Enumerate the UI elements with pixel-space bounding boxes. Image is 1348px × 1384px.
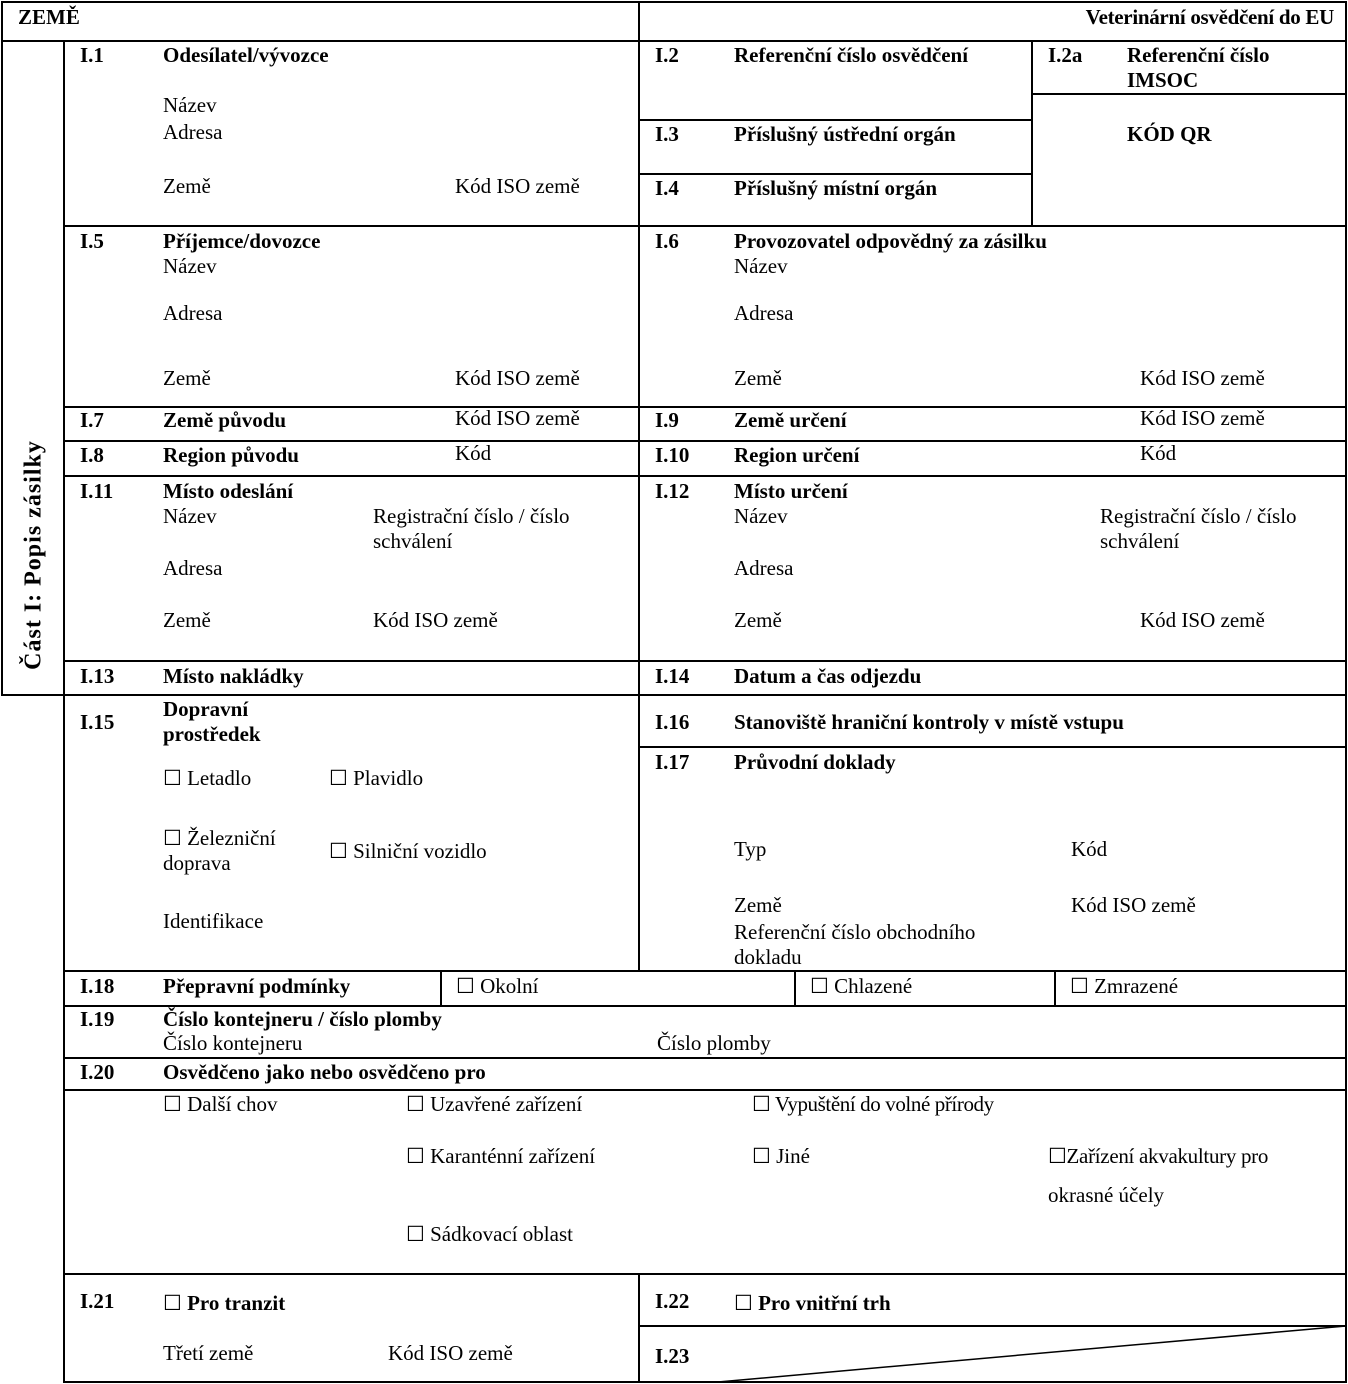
i1-title: Odesílatel/vývozce (163, 43, 329, 67)
i12-country-label: Země (734, 608, 782, 632)
i16-number: I.16 (655, 710, 690, 734)
i6-iso-label: Kód ISO země (1140, 366, 1265, 390)
part-label: Část I: Popis zásilky (20, 440, 47, 670)
i12-name-label: Název (734, 504, 788, 528)
i16-title: Stanoviště hraniční kontroly v místě vstupu (734, 710, 1124, 734)
i14-title: Datum a čas odjezdu (734, 664, 922, 688)
i15-title-line1: Dopravní (163, 697, 249, 721)
i3-number: I.3 (655, 122, 679, 146)
chilled-option[interactable] (810, 974, 912, 999)
vessel-label: Plavidlo (353, 766, 424, 790)
checkbox-icon[interactable]: ☐ (752, 1144, 771, 1168)
third-country-label: Třetí země (163, 1341, 254, 1365)
certificate-title: Veterinární osvědčení do EU (1085, 5, 1334, 29)
i5-name-label: Název (163, 254, 217, 278)
checkbox-icon[interactable]: ☐ (163, 1291, 182, 1315)
checkbox-icon[interactable]: ☐ (329, 839, 348, 863)
vessel-option[interactable] (329, 766, 423, 791)
railway-label-line1: Železniční (187, 826, 276, 850)
i3-title: Příslušný ústřední orgán (734, 122, 956, 146)
i2a-title-line1: Referenční číslo (1127, 43, 1270, 67)
i10-code-label: Kód (1140, 441, 1177, 465)
i17-country-label: Země (734, 893, 782, 917)
i11-name-label: Název (163, 504, 217, 528)
i2-number: I.2 (655, 43, 679, 67)
i12-number: I.12 (655, 479, 690, 503)
relaying-area-label: Sádkovací oblast (430, 1222, 573, 1246)
i12-registration-label: Registrační číslo / číslo (1100, 504, 1297, 528)
quarantine-label: Karanténní zařízení (430, 1144, 596, 1168)
i18-number: I.18 (80, 974, 115, 998)
i22-number: I.22 (655, 1289, 690, 1313)
container-number-label: Číslo kontejneru (163, 1031, 303, 1055)
i1-iso-label: Kód ISO země (455, 174, 580, 198)
chilled-label: Chlazené (834, 974, 913, 998)
i11-number: I.11 (80, 479, 114, 503)
release-option[interactable] (752, 1092, 994, 1117)
ornamental-aquaculture-option[interactable] (1048, 1144, 1268, 1169)
i11-country-label: Země (163, 608, 211, 632)
checkbox-icon[interactable]: ☐ (163, 1092, 182, 1116)
checkbox-icon[interactable]: ☐ (1048, 1144, 1067, 1168)
i17-title: Průvodní doklady (734, 750, 896, 774)
i2a-number: I.2a (1048, 43, 1083, 67)
i6-name-label: Název (734, 254, 788, 278)
i11-title: Místo odeslání (163, 479, 294, 503)
seal-number-label: Číslo plomby (657, 1031, 771, 1055)
i5-iso-label: Kód ISO země (455, 366, 580, 390)
transit-label: Pro tranzit (187, 1291, 286, 1315)
i19-number: I.19 (80, 1007, 115, 1031)
i23-number: I.23 (655, 1344, 690, 1368)
i11-address-label: Adresa (163, 556, 223, 580)
i17-commercial-ref-line1: Referenční číslo obchodního (734, 920, 976, 944)
i17-type-label: Typ (734, 837, 767, 861)
i21-iso-label: Kód ISO země (388, 1341, 513, 1365)
i17-commercial-ref-line2: dokladu (734, 945, 802, 969)
i7-title: Země původu (163, 408, 287, 432)
i17-code-label: Kód (1071, 837, 1108, 861)
checkbox-icon[interactable]: ☐ (406, 1222, 425, 1246)
i5-number: I.5 (80, 229, 104, 253)
i17-number: I.17 (655, 750, 690, 774)
i18-title: Přepravní podmínky (163, 974, 351, 998)
i20-number: I.20 (80, 1060, 115, 1084)
i8-title: Region původu (163, 443, 299, 467)
i6-address-label: Adresa (734, 301, 794, 325)
other-option[interactable] (752, 1144, 810, 1169)
confined-establishment-option[interactable] (406, 1092, 582, 1117)
i17-iso-label: Kód ISO země (1071, 893, 1196, 917)
checkbox-icon[interactable]: ☐ (329, 766, 348, 790)
i4-title: Příslušný místní orgán (734, 176, 938, 200)
i11-iso-label: Kód ISO země (373, 608, 498, 632)
i9-number: I.9 (655, 408, 679, 432)
i5-country-label: Země (163, 366, 211, 390)
i20-title: Osvědčeno jako nebo osvědčeno pro (163, 1060, 486, 1084)
i6-title: Provozovatel odpovědný za zásilku (734, 229, 1047, 253)
checkbox-icon[interactable]: ☐ (406, 1144, 425, 1168)
road-vehicle-label: Silniční vozidlo (353, 839, 487, 863)
other-label: Jiné (776, 1144, 810, 1168)
railway-label-line2: doprava (163, 851, 231, 875)
checkbox-icon[interactable]: ☐ (752, 1092, 771, 1116)
i12-iso-label: Kód ISO země (1140, 608, 1265, 632)
ornamental-aquaculture-label-line1: Zařízení akvakultury pro (1066, 1144, 1269, 1168)
internal-market-option[interactable] (734, 1291, 891, 1316)
i6-number: I.6 (655, 229, 679, 253)
i11-approval-label: schválení (373, 529, 453, 553)
i9-iso-label: Kód ISO země (1140, 406, 1265, 430)
country-header: ZEMĚ (18, 5, 80, 29)
i19-title: Číslo kontejneru / číslo plomby (163, 1007, 442, 1031)
transit-option[interactable] (163, 1291, 285, 1316)
i7-iso-label: Kód ISO země (455, 406, 580, 430)
i15-title-line2: prostředek (163, 722, 261, 746)
i2a-title-line2: IMSOC (1127, 68, 1199, 92)
further-breeding-option[interactable] (163, 1092, 277, 1117)
ambient-option[interactable] (456, 974, 538, 999)
i5-address-label: Adresa (163, 301, 223, 325)
road-vehicle-option[interactable] (329, 839, 487, 864)
i21-number: I.21 (80, 1289, 115, 1313)
quarantine-option[interactable] (406, 1144, 595, 1169)
i6-country-label: Země (734, 366, 782, 390)
ambient-label: Okolní (480, 974, 539, 998)
identification-label: Identifikace (163, 909, 264, 933)
checkbox-icon[interactable]: ☐ (163, 766, 182, 790)
i12-title: Místo určení (734, 479, 848, 503)
i8-number: I.8 (80, 443, 104, 467)
checkbox-icon[interactable]: ☐ (734, 1291, 753, 1315)
i5-title: Příjemce/dovozce (163, 229, 321, 253)
i13-number: I.13 (80, 664, 115, 688)
aircraft-label: Letadlo (187, 766, 252, 790)
frozen-option[interactable] (1070, 974, 1178, 999)
i9-title: Země určení (734, 408, 847, 432)
relaying-area-option[interactable] (406, 1222, 573, 1247)
i1-number: I.1 (80, 43, 104, 67)
i14-number: I.14 (655, 664, 690, 688)
i7-number: I.7 (80, 408, 104, 432)
release-label: Vypuštění do volné přírody (774, 1092, 994, 1116)
railway-option[interactable] (163, 826, 276, 851)
checkbox-icon[interactable]: ☐ (810, 974, 829, 998)
i1-country-label: Země (163, 174, 211, 198)
i2-title: Referenční číslo osvědčení (734, 43, 969, 67)
internal-market-label: Pro vnitřní trh (758, 1291, 891, 1315)
i1-name-label: Název (163, 93, 217, 117)
aircraft-option[interactable] (163, 766, 251, 791)
checkbox-icon[interactable]: ☐ (1070, 974, 1089, 998)
further-breeding-label: Další chov (187, 1092, 278, 1116)
confined-establishment-label: Uzavřené zařízení (430, 1092, 583, 1116)
i10-title: Region určení (734, 443, 860, 467)
checkbox-icon[interactable]: ☐ (456, 974, 475, 998)
i4-number: I.4 (655, 176, 679, 200)
i12-address-label: Adresa (734, 556, 794, 580)
ornamental-aquaculture-label-line2: okrasné účely (1048, 1183, 1165, 1207)
i1-address-label: Adresa (163, 120, 223, 144)
checkbox-icon[interactable]: ☐ (406, 1092, 425, 1116)
i10-number: I.10 (655, 443, 690, 467)
checkbox-icon[interactable]: ☐ (163, 826, 182, 850)
i8-code-label: Kód (455, 441, 492, 465)
qr-code-label: KÓD QR (1127, 122, 1212, 146)
i13-title: Místo nakládky (163, 664, 304, 688)
i11-registration-label: Registrační číslo / číslo (373, 504, 570, 528)
i12-approval-label: schválení (1100, 529, 1180, 553)
i15-number: I.15 (80, 710, 115, 734)
frozen-label: Zmrazené (1094, 974, 1179, 998)
